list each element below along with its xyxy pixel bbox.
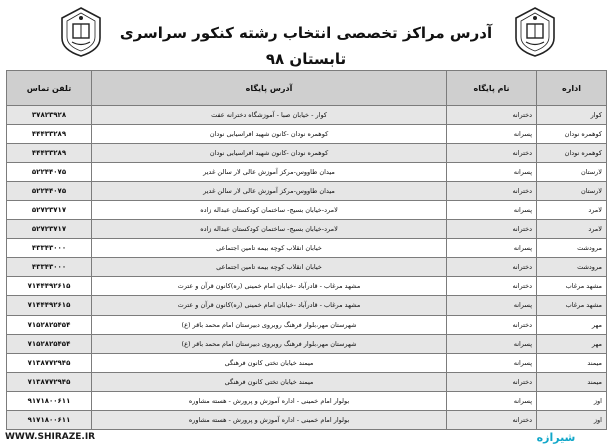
cell-address: شهرستان مهر،بلوار فرهنگ روبروی دبیرستان امام محمد باقر (ع) (92, 315, 447, 334)
brand-logo-text: شیرازه (536, 431, 576, 444)
table-row (7, 182, 607, 201)
cell-base: پسرانه (447, 125, 537, 144)
centers-table (6, 70, 607, 430)
cell-org: لامرد (537, 220, 607, 239)
table-row (7, 144, 607, 163)
cell-org: لارستان (537, 182, 607, 201)
cell-phone: ۷۱۴۴۴۹۲۶۱۵ (7, 296, 92, 315)
cell-base: دخترانه (447, 144, 537, 163)
cell-base: پسرانه (447, 391, 537, 410)
education-emblem-logo (58, 6, 104, 58)
cell-org: میمند (537, 353, 607, 372)
education-emblem-logo (512, 6, 558, 58)
cell-phone: ۴۳۳۴۳۰۰۰ (7, 258, 92, 277)
cell-base: دخترانه (447, 182, 537, 201)
cell-address: بولوار امام خمینی - اداره آموزش و پرورش - هسته مشاوره (92, 391, 447, 410)
cell-base: دخترانه (447, 410, 537, 429)
table-row (7, 315, 607, 334)
cell-org: کوار (537, 106, 607, 125)
table-row (7, 353, 607, 372)
table-row (7, 391, 607, 410)
cell-phone: ۴۴۴۳۳۲۸۹ (7, 125, 92, 144)
cell-phone: ۵۲۲۴۴۰۷۵ (7, 163, 92, 182)
cell-base: پسرانه (447, 239, 537, 258)
cell-org: میمند (537, 372, 607, 391)
cell-base: دخترانه (447, 315, 537, 334)
column-header-address: آدرس پایگاه (92, 71, 447, 106)
cell-phone: ۳۷۸۲۳۹۲۸ (7, 106, 92, 125)
cell-address: خیابان انقلاب کوچه بیمه تامین اجتماعی (92, 239, 447, 258)
cell-org: مشهد مرغاب (537, 277, 607, 296)
cell-org: مشهد مرغاب (537, 296, 607, 315)
cell-phone: ۹۱۷۱۸۰۰۶۱۱ (7, 391, 92, 410)
cell-address: کوهمره نودان -کانون شهید افراسیابی نودان (92, 125, 447, 144)
table-header-row (7, 71, 607, 106)
cell-phone: ۴۴۴۳۳۲۸۹ (7, 144, 92, 163)
cell-base: پسرانه (447, 334, 537, 353)
cell-address: مشهد مرغاب - قادرآباد -خیابان امام خمینی (ره)کانون قرآن و عترت (92, 277, 447, 296)
cell-address: کوار - خیابان صبا - آموزشگاه دخترانه عفت (92, 106, 447, 125)
table-row (7, 201, 607, 220)
cell-address: میدان طاووس-مرکز آموزش عالی لار سالن غدیر (92, 163, 447, 182)
table-row (7, 334, 607, 353)
website-url[interactable]: WWW.SHIRAZE.IR (5, 432, 96, 442)
cell-phone: ۷۱۵۲۸۲۵۴۵۴ (7, 315, 92, 334)
cell-base: دخترانه (447, 106, 537, 125)
cell-org: اوز (537, 410, 607, 429)
cell-org: لامرد (537, 201, 607, 220)
cell-base: پسرانه (447, 201, 537, 220)
cell-address: میمند خیابان تختی کانون فرهنگی (92, 353, 447, 372)
cell-base: پسرانه (447, 353, 537, 372)
table-row (7, 163, 607, 182)
cell-base: دخترانه (447, 258, 537, 277)
cell-phone: ۷۱۵۲۸۲۵۴۵۴ (7, 334, 92, 353)
cell-address: شهرستان مهر،بلوار فرهنگ روبروی دبیرستان امام محمد باقر (ع) (92, 334, 447, 353)
cell-phone: ۹۱۷۱۸۰۰۶۱۱ (7, 410, 92, 429)
table-row (7, 372, 607, 391)
cell-org: مهر (537, 334, 607, 353)
table-row (7, 106, 607, 125)
cell-org: مهر (537, 315, 607, 334)
table-row (7, 277, 607, 296)
table-row (7, 296, 607, 315)
cell-phone: ۵۲۷۲۳۷۱۷ (7, 220, 92, 239)
cell-address: کوهمره نودان -کانون شهید افراسیابی نودان (92, 144, 447, 163)
page-footer (0, 430, 612, 446)
cell-address: بولوار امام خمینی - اداره آموزش و پرورش - هسته مشاوره (92, 410, 447, 429)
page-title: آدرس مراکز تخصصی انتخاب رشته کنکور سراسری تابستان ۹۸ (119, 24, 493, 68)
cell-org: مرودشت (537, 239, 607, 258)
cell-phone: ۵۲۷۲۳۷۱۷ (7, 201, 92, 220)
cell-base: پسرانه (447, 163, 537, 182)
cell-address: میمند خیابان تختی کانون فرهنگی (92, 372, 447, 391)
cell-org: اوز (537, 391, 607, 410)
table-row (7, 258, 607, 277)
cell-org: کوهمره نودان (537, 125, 607, 144)
cell-phone: ۷۱۳۸۷۷۲۹۴۵ (7, 353, 92, 372)
table-row (7, 220, 607, 239)
cell-address: لامرد-خیابان بسیج- ساختمان کودکستان عبداله زاده (92, 220, 447, 239)
cell-base: پسرانه (447, 296, 537, 315)
table-row (7, 125, 607, 144)
cell-phone: ۷۱۴۴۴۹۲۶۱۵ (7, 277, 92, 296)
cell-base: دخترانه (447, 220, 537, 239)
cell-address: مشهد مرغاب - قادرآباد -خیابان امام خمینی (ره)کانون قرآن و عترت (92, 296, 447, 315)
column-header-phone: تلفن تماس (7, 71, 92, 106)
cell-address: خیابان انقلاب کوچه بیمه تامین اجتماعی (92, 258, 447, 277)
column-header-org: اداره (537, 71, 607, 106)
cell-org: لارستان (537, 163, 607, 182)
cell-address: لامرد-خیابان بسیج- ساختمان کودکستان عبداله زاده (92, 201, 447, 220)
cell-address: میدان طاووس-مرکز آموزش عالی لار سالن غدیر (92, 182, 447, 201)
cell-org: کوهمره نودان (537, 144, 607, 163)
table-row (7, 239, 607, 258)
cell-base: دخترانه (447, 372, 537, 391)
table-row (7, 410, 607, 429)
page-header (0, 0, 612, 66)
cell-phone: ۵۲۲۴۴۰۷۵ (7, 182, 92, 201)
cell-base: دخترانه (447, 277, 537, 296)
cell-phone: ۷۱۳۸۷۷۲۹۴۵ (7, 372, 92, 391)
cell-phone: ۴۳۳۴۳۰۰۰ (7, 239, 92, 258)
column-header-base: نام پایگاه (447, 71, 537, 106)
cell-org: مرودشت (537, 258, 607, 277)
